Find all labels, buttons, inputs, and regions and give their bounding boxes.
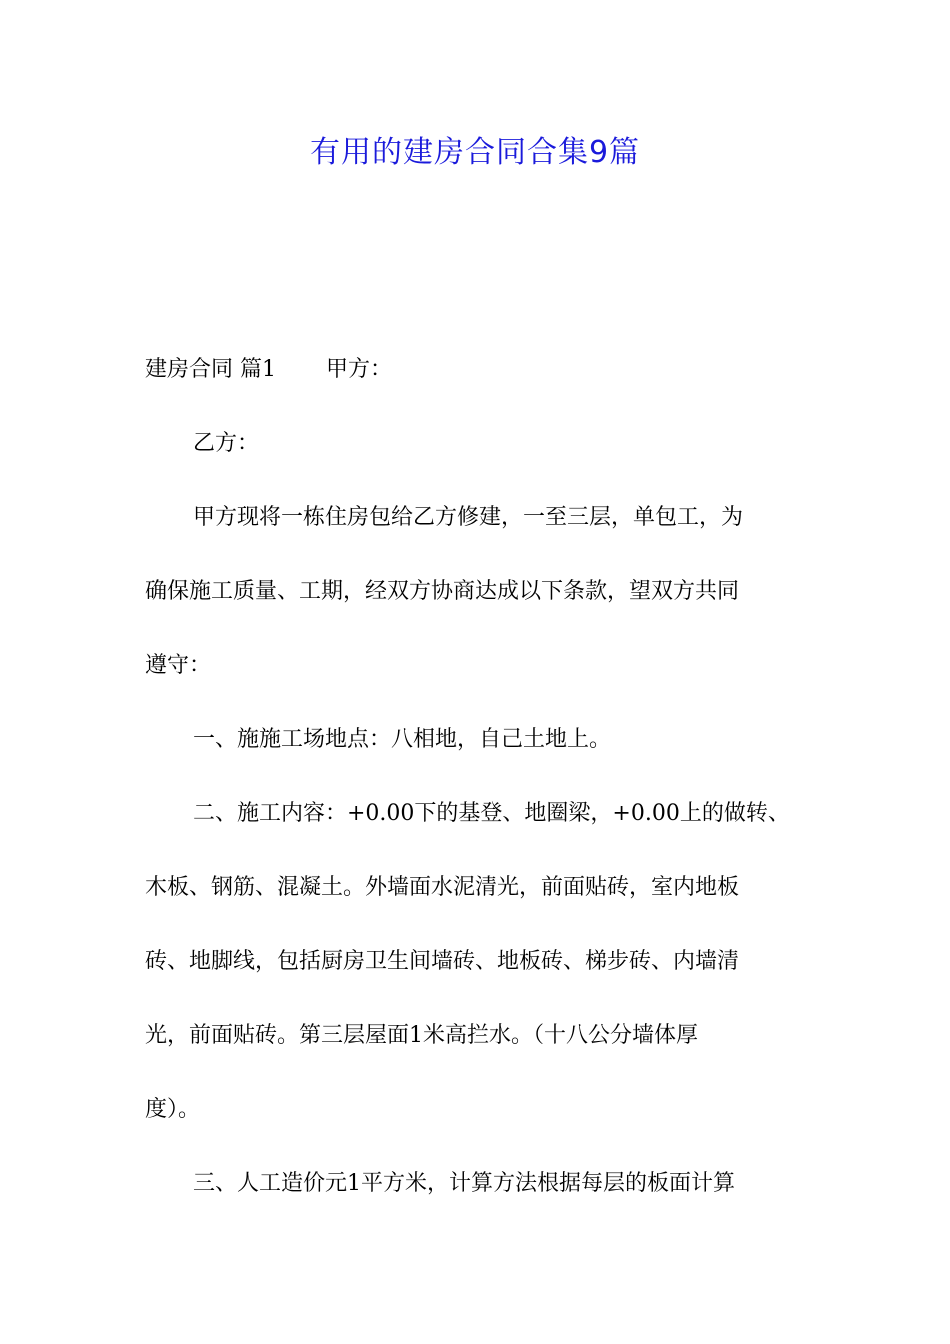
paragraph-line: 甲方现将一栋住房包给乙方修建，一至三层，单包工，为	[193, 505, 744, 530]
clause-2-line: 二、施工内容：+0.00下的基登、地圈梁，+0.00上的做转、	[193, 801, 790, 826]
paragraph-line: 遵守：	[145, 653, 212, 678]
party-a-label: 甲方：	[326, 357, 393, 382]
document-body	[145, 333, 815, 1221]
paragraph-line: 砖、地脚线，包括厨房卫生间墙砖、地板砖、梯步砖、内墙清	[145, 949, 740, 974]
document-title: 有用的建房合同合集9篇	[309, 135, 641, 170]
clause-1-line: 一、施施工场地点：八相地，自己土地上。	[193, 727, 612, 752]
section-heading-line	[145, 333, 815, 407]
paragraph-line: 确保施工质量、工期，经双方协商达成以下条款，望双方共同	[145, 579, 740, 604]
section-number: 篇1	[240, 357, 277, 382]
party-b-line	[145, 407, 815, 481]
clause-3-line: 三、人工造价元1平方米，计算方法根据每层的板面计算	[193, 1171, 735, 1196]
paragraph-line: 光，前面贴砖。第三层屋面1米高拦水。（十八公分墙体厚	[145, 1023, 698, 1048]
paragraph-line: 木板、钢筋、混凝土。外墙面水泥清光，前面贴砖，室内地板	[145, 875, 740, 900]
party-b-label: 乙方：	[193, 431, 260, 456]
paragraph-line: 度）。	[145, 1097, 201, 1122]
section-heading: 建房合同	[145, 357, 234, 382]
